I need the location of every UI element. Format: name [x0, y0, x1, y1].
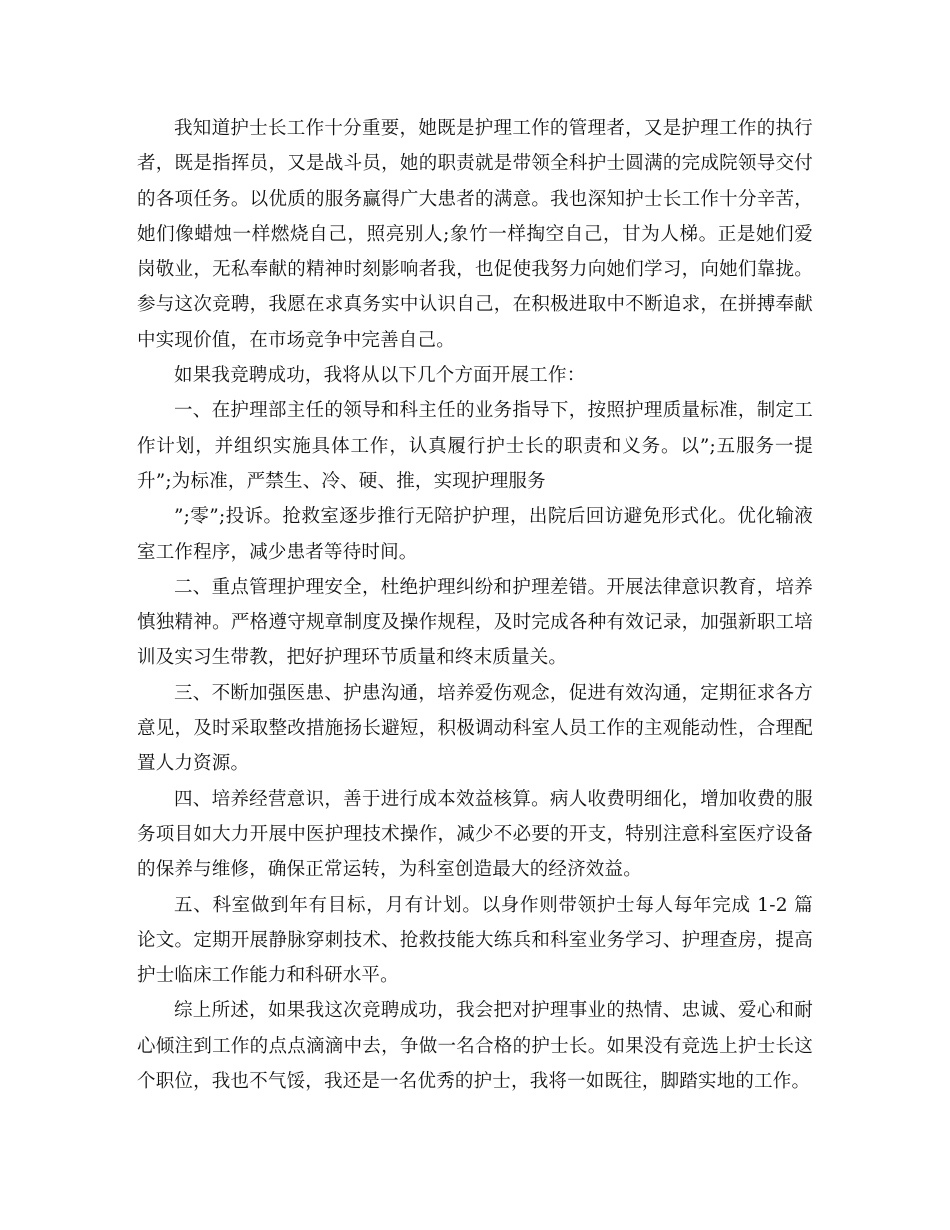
- paragraph-item-5: 五、科室做到年有目标，月有计划。以身作则带领护士每人每年完成 1-2 篇论文。定期开展静脉穿刺技术、抢救技能大练兵和科室业务学习、护理查房，提高护士临床工作能力和科研水平。: [137, 894, 813, 987]
- paragraph-item-1: 一、在护理部主任的领导和科主任的业务指导下，按照护理质量标准，制定工作计划，并组织实施具体工作，认真履行护士长的职责和义务。以”;五服务一提升”;为标准，严禁生、冷、硬、推，实现护理服务: [137, 400, 813, 492]
- paragraph-plan-intro: 如果我竞聘成功，我将从以下几个方面开展工作：: [174, 365, 586, 387]
- paragraph-intro: 我知道护士长工作十分重要，她既是护理工作的管理者，又是护理工作的执行者，既是指挥员，又是战斗员，她的职责就是带领全科护士圆满的完成院领导交付的各项任务。以优质的服务赢得广大患者的满意。我也深知护士长工作十分辛苦，她们像蜡烛一样燃烧自己，照亮别人;象竹一样掏空自己，甘为人梯。正是她们爱岗敬业，无私奉献的精神时刻影响者我，也促使我努力向她们学习，向她们靠拢。参与这次竞聘，我愿在求真务实中认识自己，在积极进取中不断追求，在拼搏奉献中实现价值，在市场竞争中完善自己。: [137, 118, 813, 351]
- paragraph-item-4: 四、培养经营意识，善于进行成本效益核算。病人收费明细化，增加收费的服务项目如大力开展中医护理技术操作，减少不必要的开支，特别注意科室医疗设备的保养与维修，确保正常运转，为科室创造最大的经济效益。: [137, 788, 813, 881]
- paragraph-item-3: 三、不断加强医患、护患沟通，培养爱伤观念，促进有效沟通，定期征求各方意见，及时采取整改措施扬长避短，积极调动科室人员工作的主观能动性，合理配置人力资源。: [137, 682, 813, 775]
- paragraph-item-2: 二、重点管理护理安全，杜绝护理纠纷和护理差错。开展法律意识教育，培养慎独精神。严格遵守规章制度及操作规程，及时完成各种有效记录，加强新职工培训及实习生带教，把好护理环节质量和终末质量关。: [137, 576, 813, 669]
- paragraph-conclusion: 综上所述，如果我这次竞聘成功，我会把对护理事业的热情、忠诚、爱心和耐心倾注到工作的点点滴滴中去，争做一名合格的护士长。如果没有竞选上护士长这个职位，我也不气馁，我还是一名优秀的护士，我将一如既往，脚踏实地的工作。: [137, 1000, 813, 1093]
- paragraph-item-1-continued: ”;零”;投诉。抢救室逐步推行无陪护护理，出院后回访避免形式化。优化输液室工作程序，减少患者等待时间。: [137, 506, 813, 563]
- document-body: [137, 111, 813, 1099]
